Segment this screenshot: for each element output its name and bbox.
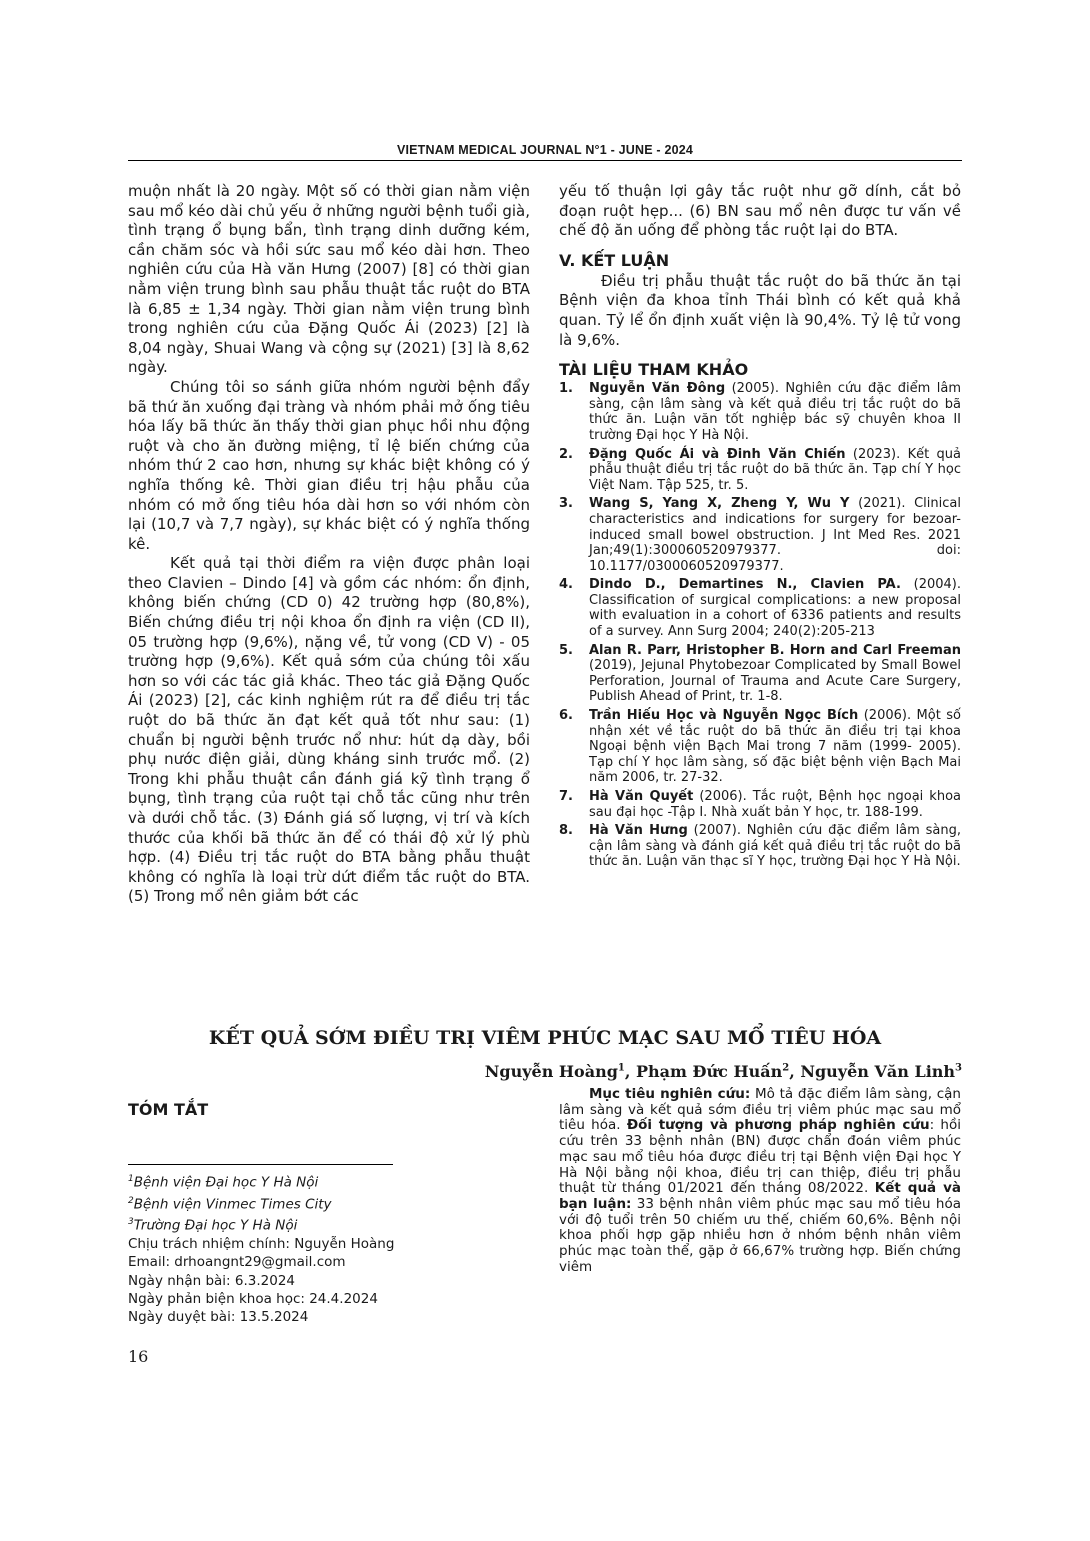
author-name: Nguyễn Hoàng	[484, 1062, 618, 1081]
author-name: Nguyễn Văn Linh	[800, 1062, 956, 1081]
reference-item: 1. Nguyễn Văn Đông (2005). Nghiên cứu đặc điểm lâm sàng, cận lâm sàng và kết quả điều trị tắc ruột do bã thức ăn. Luận văn tốt nghiệp bác sỹ chuyên khoa II trường Đại học Y Hà Nội.	[559, 381, 961, 443]
conclusion-text: Điều trị phẫu thuật tắc ruột do bã thức ăn tại Bệnh viện đa khoa tỉnh Thái bình có kết quả khả quan. Tỷ lể ổn định xuất viện là 90,4%. Tỷ lệ tử vong là 9,6%.	[559, 271, 961, 349]
reference-item: 8. Hà Văn Hưng (2007). Nghiên cứu đặc điểm lâm sàng, cận lâm sàng và đánh giá kết quả điều trị tắc ruột do bã thức ăn. Luận văn thạc sĩ Y học, trường Đại học Y Hà Nội.	[559, 823, 961, 870]
reference-item: 4. Dindo D., Demartines N., Clavien PA. (2004). Classification of surgical complications: a new proposal with evaluation in a cohort of 6336 patients and results of a survey. Ann Surg 2004; 240(2):205-213	[559, 577, 961, 640]
date-received: Ngày nhận bài: 6.3.2024	[128, 1272, 296, 1289]
reference-list	[559, 381, 961, 870]
paragraph: Kết quả tại thời điểm ra viện được phân loại theo Clavien – Dindo [4] và gồm các nhóm: ổn định, không biến chứng (CD 0) 42 trường hợp (80,8%), Biến chứng điều trị nội khoa ổn định ra viện (CD II), 05 trường hợp (9,6%), nặng về, tử vong (CD V) - 05 trường hợp (9,6%). Kết quả sớm của chúng tôi xấu hơn so với các tác giả khác. Theo tác giả Đặng Quốc Ái (2023) [2], các kinh nghiệm rút ra để điều trị tắc ruột do bã thức ăn đạt kết quả tốt như sau: (1) chuẩn bị người bệnh trước nổ như: hút dạ dày, bồi phụ nước điện giải, dùng kháng sinh trước mổ. (2) Trong khi phẫu thuật cần đánh giá kỹ tình trạng ổ bụng, tình trạng của ruột tại chỗ tắc cũng như trên và dưới chỗ tắc. (3) Đánh giá số lượng, vị trí và kích thước của khối bã thức ăn để có thái độ xử lý phù hợp. (4) Điều trị tắc ruột do BTA bằng phẫu thuật không có nghĩa là loại trừ dứt điểm tắc ruột do BTA. (5) Trong mổ nên giảm bớt các	[128, 554, 530, 906]
date-reviewed: Ngày phản biện khoa học: 24.4.2024	[128, 1290, 378, 1307]
author-line: Nguyễn Hoàng$^1$, Phạm Đức Huấn$^2$, Nguyễn Văn Linh$^3$	[484, 1062, 962, 1081]
affiliation: $^2$Bệnh viện Vinmec Times City	[128, 1195, 332, 1213]
abstract-text: Mục tiêu nghiên cứu: Mô tả đặc điểm lâm sàng, cận lâm sàng và kết quả sớm điều trị viêm phúc mạc sau mổ tiêu hóa. Đối tượng và phương pháp nghiên cứu: hồi cứu trên 33 bệnh nhân (BN) được chẩn đoán viêm phúc mạc sau mổ tiêu hóa được điều trị tại Bệnh viện Đại học Y Hà Nội bằng nội khoa, điều trị can thiệp, điều trị phẫu thuật từ tháng 01/2021 đến tháng 08/2022. Kết quả và bạn luận: 33 bệnh nhân viêm phúc mạc sau mổ tiêu hóa với độ tuổi trên 50 chiếm ưu thế, chiếm 60,6%. Bệnh nội khoa phối hợp gặp nhiều hơn ở nhóm bệnh nhân viêm phúc mạc toàn thể, gặp ở 66,67% trường hợp. Biến chứng viêm	[559, 1086, 962, 1275]
footnotes	[128, 1170, 528, 1326]
reference-item: 2. Đặng Quốc Ái và Đinh Văn Chiến (2023). Kết quả phẫu thuật điều trị tắc ruột do bã thức ăn. Tạp chí Y học Việt Nam. Tập 525, tr. 5.	[559, 446, 961, 493]
email: Email: drhoangnt29@gmail.com	[128, 1254, 346, 1271]
date-approved: Ngày duyệt bài: 13.5.2024	[128, 1308, 309, 1325]
affiliation: $^1$Bệnh viện Đại học Y Hà Nội	[128, 1174, 319, 1191]
summary-heading: TÓM TẮT	[128, 1100, 209, 1119]
affiliation: $^3$Trường Đại học Y Hà Nội	[128, 1217, 298, 1234]
journal-header: VIETNAM MEDICAL JOURNAL N°1 - JUNE - 2024	[396, 143, 694, 157]
reference-item: 3. Wang S, Yang X, Zheng Y, Wu Y (2021). Clinical characteristics and indications for surgery for bezoar-induced small bowel obstruction. J Int Med Res. 2021 Jan;49(1):300060520979377. doi: 10.1177/0300060520979377.	[559, 496, 961, 574]
reference-item: 6. Trần Hiếu Học và Nguyễn Ngọc Bích (2006). Một số nhận xét về tắc ruột do bã thức ăn điều trị tại khoa Ngoại bệnh viện Bạch Mai trong 7 năm (1999- 2005). Tạp chí Y học lâm sàng, số đặc biệt bệnh viện Bạch Mai năm 2006, tr. 27-32.	[559, 708, 961, 786]
left-column	[128, 182, 530, 907]
page-number: 16	[128, 1347, 149, 1366]
reference-item: 7. Hà Văn Quyết (2006). Tắc ruột, Bệnh học ngoại khoa sau đại học -Tập I. Nhà xuất bản Y học, tr. 188-199.	[559, 789, 961, 820]
paragraph: yếu tố thuận lợi gây tắc ruột như gỡ dính, cắt bỏ đoạn ruột hẹp... (6) BN sau mổ nên được tư vấn về chế độ ăn uống để phòng tắc ruột lại do BTA.	[559, 182, 961, 240]
footnote-divider	[128, 1164, 393, 1165]
reference-item: 5. Alan R. Parr, Hristopher B. Horn and Carl Freeman (2019), Jejunal Phytobezoar Complicated by Small Bowel Perforation, Journal of Trauma and Acute Care Surgery, Publish Ahead of Print, tr. 1-8.	[559, 642, 961, 705]
paragraph: Chúng tôi so sánh giữa nhóm người bệnh đẩy bã thứ ăn xuống đại tràng và nhóm phải mở ống tiêu hóa lấy bã thức ăn thấy thời gian phục hồi nhu động ruột và cho ăn đường miệng, tỉ lệ biến chứng của nhóm thứ 2 cao hơn, nhưng sự khác biệt không có ý nghĩa thống kê. Thời gian điều trị hậu phẫu của nhóm có mở ống tiêu hóa dài hơn so với nhóm còn lại (10,7 và 7,7 ngày), sự khác biệt có ý nghĩa thống kê.	[128, 377, 530, 553]
right-column	[559, 182, 961, 873]
paragraph: muộn nhất là 20 ngày. Một số có thời gian nằm viện sau mổ kéo dài chủ yếu ở những người bệnh tuổi già, tình trạng ổ bụng bẩn, tình trạng dinh dưỡng kém, cần chăm sóc và hồi sức sau mổ kéo dài hơn. Theo nghiên cứu của Hà văn Hưng (2007) [8] có thời gian nằm viện trung bình sau phẫu thuật tắc ruột do BTA là 6,85 ± 1,34 ngày. Thời gian nằm viện trung bình trong nghiên cứu của Đặng Quốc Ái (2023) [2] là 8,04 ngày, Shuai Wang và cộng sự (2021) [3] là 8,62 ngày.	[128, 182, 530, 377]
conclusion-heading: V. KẾT LUẬN	[559, 250, 670, 270]
references-heading: TÀI LIỆU THAM KHẢO	[559, 360, 749, 380]
header-divider	[128, 160, 962, 161]
author-name: Phạm Đức Huấn	[636, 1062, 783, 1081]
article-title: KẾT QUẢ SỚM ĐIỀU TRỊ VIÊM PHÚC MẠC SAU MỔ TIÊU HÓA	[208, 1027, 882, 1049]
corresponding-author: Chịu trách nhiệm chính: Nguyễn Hoàng	[128, 1236, 395, 1253]
